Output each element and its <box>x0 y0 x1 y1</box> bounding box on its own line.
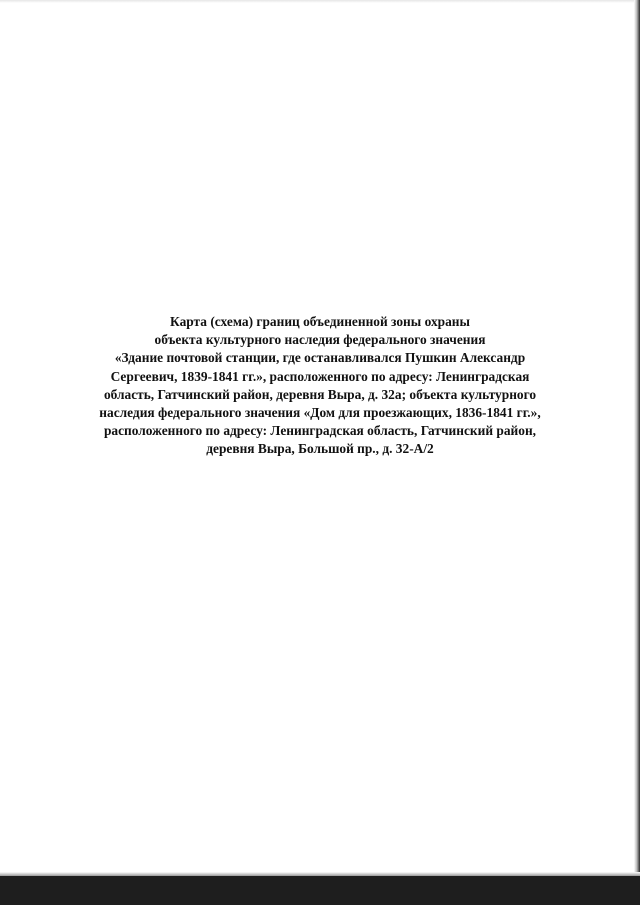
title-line-3: «Здание почтовой станции, где останавливался Пушкин Александр <box>114 350 526 366</box>
title-line-2: объекта культурного наследия федерального значения <box>154 332 486 348</box>
document-title <box>60 313 580 459</box>
scan-top-shadow <box>0 0 640 3</box>
title-line-7: расположенного по адресу: Ленинградская область, Гатчинский район, <box>103 423 537 439</box>
title-line-6: наследия федерального значения «Дом для проезжающих, 1836-1841 гг.», <box>99 405 541 421</box>
scan-bottom-edge <box>0 876 640 905</box>
title-line-8: деревня Выра, Большой пр., д. 32-А/2 <box>206 441 434 457</box>
title-line-5: область, Гатчинский район, деревня Выра, д. 32а; объекта культурного <box>103 386 537 402</box>
scan-right-edge <box>634 0 640 905</box>
title-line-1: Карта (схема) границ объединенной зоны охраны <box>170 314 470 329</box>
title-line-4: Сергеевич, 1839-1841 гг.», расположенного по адресу: Ленинградская <box>110 368 530 384</box>
